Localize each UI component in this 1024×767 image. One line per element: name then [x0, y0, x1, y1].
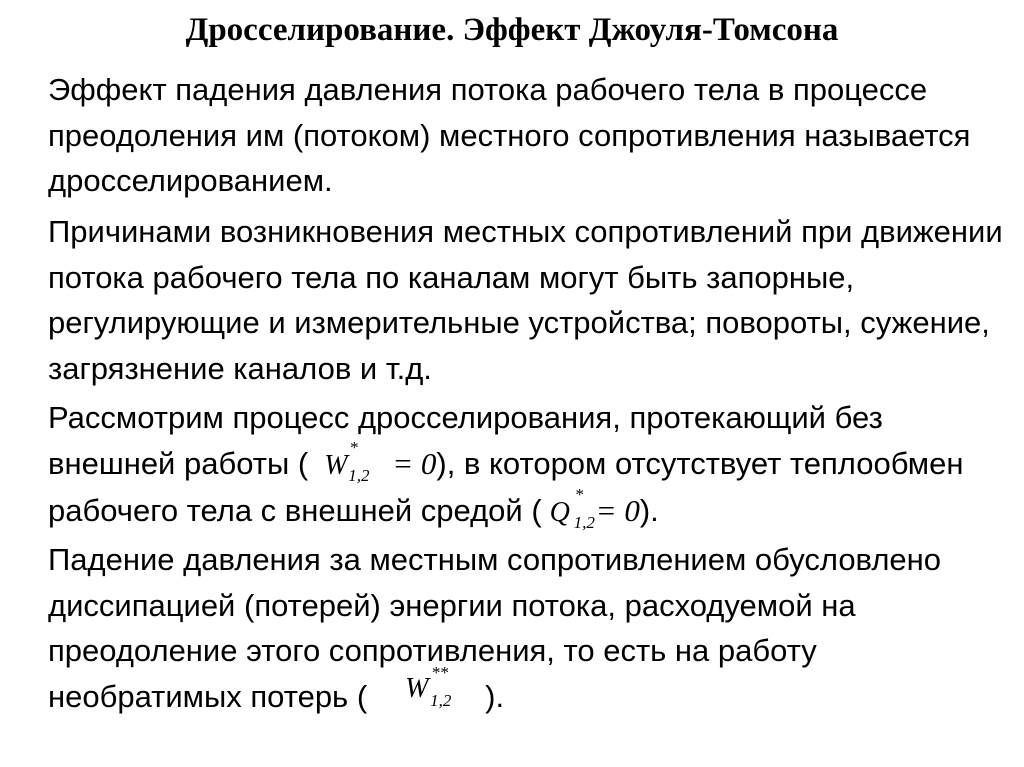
pressure-drop-text-2: ). [485, 678, 505, 714]
heat-formula-superscript: * [574, 485, 584, 504]
heat-formula [542, 485, 596, 536]
paragraph-process [48, 395, 1013, 536]
paragraph-pressure-drop [48, 537, 1013, 721]
work-formula-superscript: * [349, 437, 358, 457]
work-formula [308, 437, 392, 489]
loss-work-formula-subscript: 1,2 [430, 690, 452, 710]
slide-title: Дросселирование. Эффект Джоуля-Томсона [185, 12, 839, 48]
process-text-2: ), в котором отсутствует теплообмен рабочего тела с внешней средой ( [48, 445, 964, 528]
loss-work-formula [367, 662, 485, 722]
process-text-3: ). [639, 493, 659, 528]
pressure-drop-text-1: Падение давления за местным сопротивлением обусловлено диссипацией (потерей) энергии потока, расходуемой на преодоление этого сопротивления, то есть на работу необратимых потерь ( [48, 542, 942, 714]
heat-formula-subscript: 1,2 [573, 513, 595, 532]
heat-equals-zero: = 0 [595, 493, 640, 528]
work-formula-base: W [324, 449, 348, 481]
paragraph-causes: Причинами возникновения местных сопротивлений при движении потока рабочего тела по каналам могут быть запорные, регулирующие и измерительные устройства; повороты, сужение, загрязнение каналов и т.д. [48, 214, 1003, 386]
process-text-1: Рассмотрим процесс дросселирования, протекающий без внешней работы ( [48, 400, 883, 481]
loss-work-formula-base: W [405, 672, 429, 704]
heat-formula-base: Q [549, 497, 570, 528]
paragraph-definition: Эффект падения давления потока рабочего тела в процессе преодоления им (потоком) местного сопротивления называется дросселированием. [48, 72, 971, 198]
loss-work-formula-superscript: ** [431, 662, 449, 682]
work-equals-zero: = 0 [392, 445, 437, 481]
work-formula-subscript: 1,2 [348, 465, 370, 485]
